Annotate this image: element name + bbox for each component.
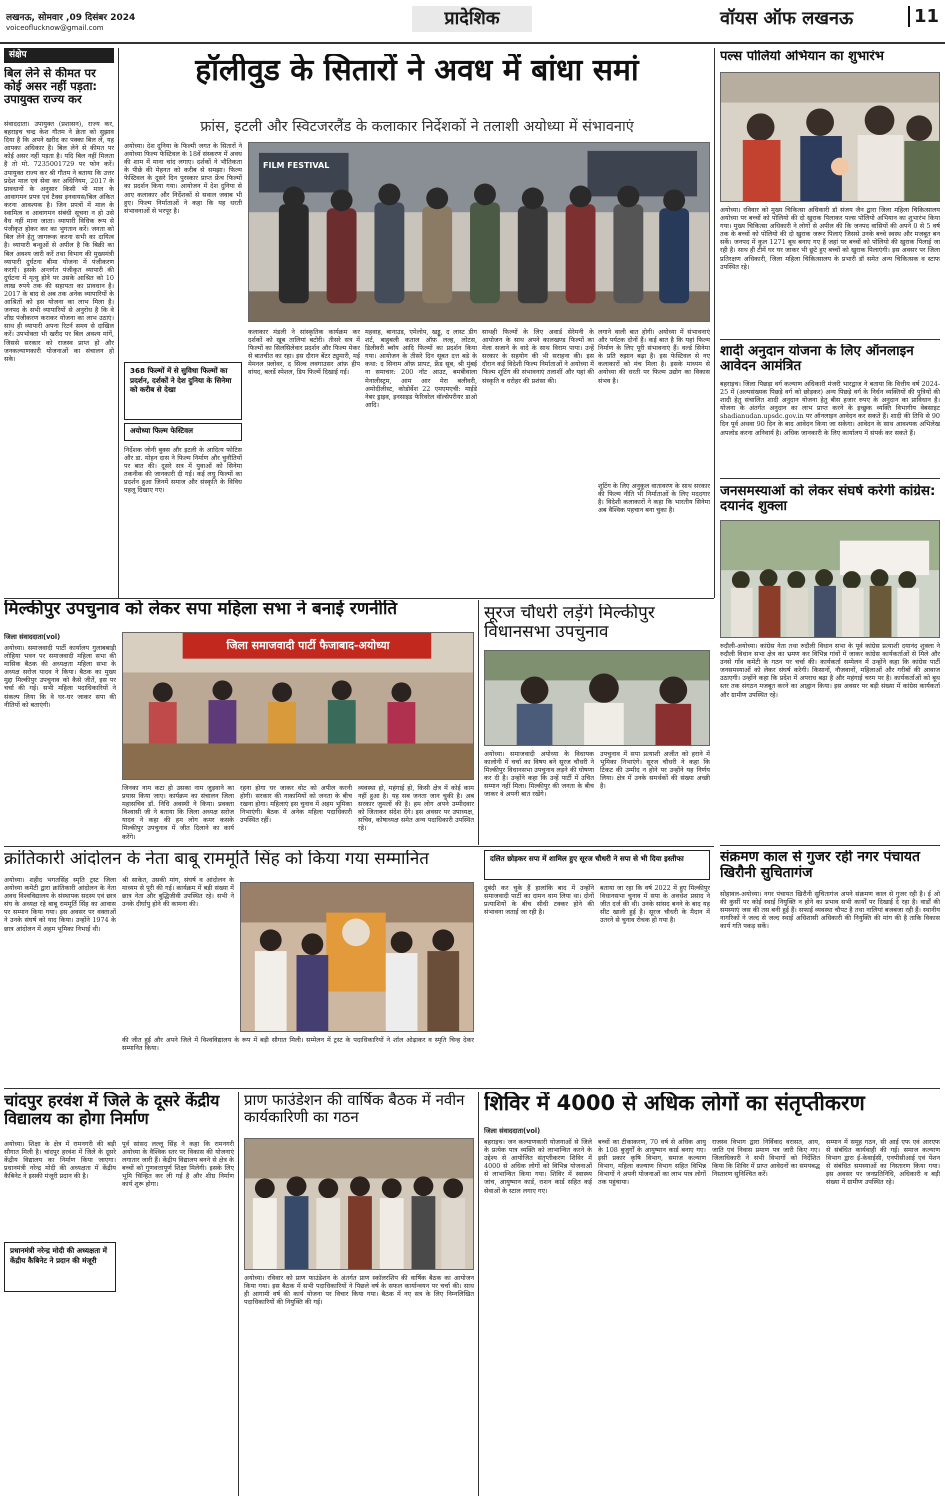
pran-headline: प्राण फाउंडेशन की वार्षिक बैठक में नवीन कार्यकारिणी का गठन [244,1092,465,1126]
lead-body-2: निर्देशक जोनी बुक्स और इटली के आदित्य फोटिस और डा. मोहन दास ने फिल्म निर्माण और चुनौतियों पर बात की। दूसरे सत्र में युवाओं को सिनेमा तकनीक की जानकारी दी गई। कई लघु फिल्मों का प्रदर्शन हुआ जिनमें समाज और संस्कृति के विविध पहलू दिखाए गए। [124,446,242,495]
suraj-headline: सूरज चौधरी लड़ेंगे मिल्कीपुर विधानसभा उपचुनाव [484,604,655,643]
lead-body-5: साथही फिल्मों के लिए अवार्ड सेरेमनी के आयोजन के साथ अपने कालखण्ड फिल्मों का मेला सजाने के वादे के साथ विराम पाया। उन्हें सरकार के सहयोग की भी सराहना की। इस दौरान कई विदेशी फिल्म निर्माताओं ने अयोध्या में फिल्म शूटिंग की संभावनाएं तलाशीं और यहां की संस्कृति व धरोहर की प्रशंसा की। [482,328,594,385]
lead-quote-text: 368 फिल्मों में से सुविधा फिल्मों का प्रदर्शन, दर्शकों ने देश दुनिया के सिनेमा को करीब से देखा [130,366,232,394]
right-col-rule [714,48,715,598]
milkipur-sapa-dateline: जिला संवाददाता(vol) [4,633,61,641]
congress-photo [720,520,940,638]
milkipur-sapa-body-2: जिनका नाम कटा हो उसका नाम जुड़वाने का प्रयास किया जाए। कार्यक्रम का संचालन जिला महासचिव डॉ. निधि अवस्थी ने किया। प्रवक्ता विश्वासी जी ने बताया कि जिला अध्यक्ष सरोज यादव ने कहा की हम लोग कमर कसके मिल्कीपुर उपचुनाव में जीत दिलाने का कार्य करेंगे। [122,784,234,841]
babu-headline: क्रांतिकारी आंदोलन के नेता बाबू राममूर्ति सिंह को किया गया सम्मानित [4,850,429,869]
lead-quote [124,362,242,420]
babu-top-rule [4,846,714,847]
lead-quote-2 [124,423,242,441]
suraj-body-4: बताया जा रहा कि वर्ष 2022 में हुए मिल्कीपुर विधानसभा चुनाव में सपा के अवधेश प्रसाद ने जीत दर्ज की थी। उनके सांसद बनने के बाद यह सीट खाली हुई है। सूरज चौधरी के मैदान में उतरने से चुनाव रोचक हो गया है। [600,884,710,925]
chandpur-body-2: पूर्व सांसद लल्लू सिंह ने कहा कि रामनगरी अयोध्या के वैश्विक स्तर पर विकास की योजनाएं लगातार जारी हैं। केंद्रीय विद्यालय बनने से क्षेत्र के बच्चों को गुणवत्तापूर्ण शिक्षा मिलेगी। इसके लिए भूमि चिन्हित कर ली गई है और शीघ्र निर्माण कार्य शुरू होगा। [122,1140,234,1189]
babu-body-3: की जीत हुई और अपने जिले में विश्वविद्यालय के रूप में बड़ी सौगात मिली। सम्मेलन में ट्रस्ट के पदाधिकारियों ने शॉल ओढ़ाकर व स्मृति चिन्ह देकर सम्मानित किया। [122,1036,474,1053]
sankshep-label: संक्षेप [4,48,114,63]
congress-headline: जनसमस्याओं को लेकर संघर्ष करेगी कांग्रेस: दयानंद शुक्ला [720,484,936,515]
polio-photo [720,72,940,202]
lead-body-6: लगाने वाली बात होगी। अयोध्या में संभावनाएं और पर्यटक दोनों हैं। कई बात है कि यहां फिल्म निर्माण के लिए पूरी संभावनाएं हैं। वर्ल्ड सिनेमा के प्रति रुझान बढ़ा है। इस फेस्टिवल से नए कलाकारों को मंच मिला है। इसके माध्यम से अयोध्या की धरती पर फिल्म उद्योग का विकास संभव है। [598,328,710,385]
polio-body: अयोध्या। रविवार को मुख्य चिकित्सा अधिकारी डॉ संजय जैन द्वारा जिला महिला चिकित्सालय अयोध्या पर बच्चों को पोलियो की दो खुराक पिलाकर पल्स पोलियो अभियान का शुभारंभ किया गया। मुख्य चिकित्सा अधिकारी ने लोगों से अपील की कि जनपद वासियों की अपने 0 से 5 वर्ष तक के बच्चों को पोलियो की दो खुराक जरूर पिलाएं जिससे उनके बच्चे स्वस्थ और मजबूत बन सकें। जनपद में कुल 1271 बूथ बनाए गए हैं जहां पर बच्चों को पोलियो की खुराक पिलाई जा रही है। साथ ही टीमें घर घर जाकर भी छूटे हुए बच्चों को खुराक पिलाएंगी। इस अवसर पर जिला प्रतिरक्षण अधिकारी, जिला महिला चिकित्सालय के प्रभारी डॉ समेत अन्य चिकित्सक व स्टाफ उपस्थित रहे। [720,206,940,271]
bottom-rule [4,1088,940,1089]
sapa-suraj-rule [478,600,479,845]
shivir-body-2: बच्चों का टीकाकरण, 70 वर्ष से अधिक आयु के 108 बुजुर्गों के आयुष्मान कार्ड बनाए गए। इसी प्रकार कृषि विभाग, समाज कल्याण विभाग, महिला कल्याण विभाग सहित विभिन्न विभागों ने अपनी योजनाओं का लाभ पात्र लोगों तक पहुंचाया। [598,1138,706,1187]
milkipur-sapa-body-3: रहना होगा घर जाकर वोट को अपील करनी होगी। सरकार की नाकामियों को जनता के बीच रखना होगा। महिलाएं इस चुनाव में अहम भूमिका निभाएंगी। बैठक में अनेक महिला पदाधिकारी उपस्थित रहीं। [240,784,352,825]
sankraman-headline: संक्रमण काल से गुजर रही नगर पंचायत खिरौनी सुचितागंज [720,850,921,881]
shadi-body: बहराइच। जिला पिछड़ा वर्ग कल्याण अधिकारी मंजरी भारद्वाज ने बताया कि वित्तीय वर्ष 2024-25 में (अल्पसंख्यक पिछड़े वर्ग को छोड़कर) अन्य पिछड़े वर्ग के निर्धन व्यक्तियों की पुत्रियों की शादी हेतु संचालित शादी अनुदान योजना हेतु बीस हजार रुपए के अनुदान का प्राविधान है। योजना के अंतर्गत अनुदान का लाभ प्राप्त करने के इच्छुक व्यक्ति विभागीय वेबसाइट shadianudan.upsdc.gov.in पर ऑनलाइन आवेदन कर सकते हैं। शादी की तिथि से 90 दिन पूर्व अथवा 90 दिन के बाद आवेदन किया जा सकेगा। आवेदन के साथ आवश्यक अभिलेख अपलोड करना अनिवार्य है। अधिक जानकारी के लिए कार्यालय में संपर्क कर सकते हैं। [720,380,940,437]
milkipur-sapa-body-4b: व्यवस्था हो, महंगाई हो, किसी क्षेत्र में कोई काम नहीं हुआ है। यह सब जनता जान चुकी है। अब सरकार जुमलों की है। हम लोग अपने उम्मीदवार को जिताकर संदेश देंगे। इस अवसर पर उपाध्यक्ष, सचिव, कोषाध्यक्ष समेत अन्य पदाधिकारी उपस्थित रहे। [358,784,474,833]
babu-photo [240,882,474,1032]
masthead-date: लखनऊ, सोमवार ,09 दिसंबर 2024 [6,13,136,23]
masthead [0,0,945,44]
polio-headline: पल्स पोलियो अभियान का शुभारंभ [720,50,884,64]
lead-body-1: अयोध्या। देश दुनिया के फिल्मी जगत के सितारों ने अयोध्या फिल्म फेस्टिवल के 18वें संस्करण में अवध की शाम में माना चांद लगाए। दर्शकों ने भौतिकता के पीछे की मेहनत को करीब से समझा। फिल्म फेस्टिवल के दूसरे दिन पुरस्कार प्राप्त फ्रेंच फिल्मों का प्रदर्शन किया गया। आयोजन में देश दुनिया से आए कलाकार और निर्देशकों से सवाल जवाब भी हुए। फिल्म निर्माताओं ने कहा कि यह धरती संभावनाओं से भरपूर है। [124,142,242,215]
section-label: प्रादेशिक [412,6,532,32]
suraj-quote-text: दलित छोड़कर सपा में शामिल हुए सूरज चौधरी ने सपा से भी दिया इस्तीफा [490,854,684,863]
suraj-body-3: दुबंदी कर चुके हैं हालांकि बाद में उन्होंने समाजवादी पार्टी का दामन थाम लिया था। दोनों प्रत्याशियों के बीच सीधी टक्कर होने की संभावना जताई जा रही है। [484,884,594,917]
lead-body-3: कलाकार मंडली ने सांस्कृतिक कार्यक्रम कर दर्शकों को खूब तालियां बटोरी। तीसरे सत्र में फिल्मों का सिलसिलेवार प्रदर्शन और फिल्म मेकर से बातचीत का रहा। इस दौरान बेंटर ट्युमारी, मई मेमनल फ़्लोवर, द सिल्व लवगाउसर आंफ़ हीप वांयद, बलर्डे स्पेशल, डिप फिल्में दिखाई गईं। [248,328,360,377]
congress-body: रुदौली-अयोध्या। कांग्रेस नेता तथा रुदौली विधान सभा के पूर्व कांग्रेस प्रत्याशी दयानंद शुक्ला ने रुदौली विधान सभा क्षेत्र का भ्रमण कर विभिन्न गांवों में जाकर कांग्रेस कार्यकर्ताओं से मिले और उनसे गाँव कमेटी के गठन पर चर्चा की। कार्यकर्ता सम्मेलन में उन्होंने कहा कि कांग्रेस पार्टी जनसमस्याओं को लेकर संघर्ष करेगी। किसानों, नौजवानों, महिलाओं और गरीबों की आवाज उठाएगी। उन्होंने कहा कि प्रदेश में अपराध बढ़ा है और महंगाई चरम पर है। कार्यकर्ताओं को बूथ स्तर तक संगठन मजबूत करने का आह्वान किया। इस अवसर पर बड़ी संख्या में कांग्रेस कार्यकर्ता और ग्रामीण उपस्थित रहे। [720,642,940,699]
shivir-dateline: जिला संवाददाता(vol) [484,1127,541,1135]
page-number: 11 [908,6,939,27]
polio-rule [720,339,940,340]
masthead-email: voiceoflucknow@gmail.com [6,24,104,32]
left-col-rule [118,48,119,598]
milkipur-sapa-body-1: अयोध्या। समाजवादी पार्टी कार्यालय गुलाबबाड़ी लोहिया भवन पर समाजवादी महिला सभा की मासिक बैठक की अध्यक्षता महिला सभा के अध्यक्ष सरोज यादव ने किया। बैठक का मुख्य मुद्दा मिल्कीपुर उपचुनाव को कैसे जीतें, इस पर चर्चा की गई। सभी महिला पदाधिकारियों ने संकल्प लिया कि वे घर-घर जाकर सपा की नीतियों को बताएंगी। [4,644,116,709]
suraj-body-2: उपचुनाव में सपा प्रत्याशी अजीत को हराने में भूमिका निभाएंगे। सूरज चौधरी ने कहा कि टिकट की उम्मीद न होने पर उन्होंने यह निर्णय लिया। क्षेत्र में उनके समर्थकों की संख्या अच्छी है। [600,750,710,791]
babu-body-1: अयोध्या। शहीद भगतसिंह स्मृति ट्रस्ट जिला अयोध्या कमेटी द्वारा क्रांतिकारी आंदोलन के नेता अवध विश्वविद्यालय के संस्थापक सदस्य एवं छात्र संघ के अध्यक्ष रहे बाबू राममूर्ति सिंह का आवास पर सम्मान किया गया। इस अवसर पर वक्ताओं ने उनके संघर्ष को याद किया। उन्होंने 1974 के छात्र आंदोलन में अहम भूमिका निभाई थी। [4,876,116,933]
suraj-body-1: अयोध्या। समाजवादी अयोध्या के विधायक कालोनी में चर्चा का विषय बने सूरज चौधरी ने मिल्कीपुर विधानसभा उपचुनाव लड़ने की घोषणा कर दी है। उन्होंने कहा कि उन्हें पार्टी में उचित सम्मान नहीं मिला। मिल्कीपुर की जनता के बीच जाकर वे अपनी बात रखेंगे। [484,750,594,799]
lead-subhead: फ्रांस, इटली और स्विटजरलैंड के कलाकार निर्देशकों ने तलाशी अयोध्या में संभावनाएं [200,119,634,135]
milkipur-sapa-headline: मिल्कीपुर उपचुनाव को लेकर सपा महिला सभा ने बनाई रणनीति [4,600,398,619]
shivir-headline: शिविर में 4000 से अधिक लोगों का संतृप्तीकरण [484,1092,865,1115]
paper-name: वॉयस ऑफ लखनऊ [720,8,854,29]
shadi-rule [720,478,940,479]
shivir-body-3: राजस्व विभाग द्वारा निर्विवाद वरासत, आय, जाति एवं निवास प्रमाण पत्र जारी किए गए। जिलाधिकारी ने सभी विभागों को निर्देशित किया कि शिविर में प्राप्त आवेदनों का समयबद्ध निस्तारण सुनिश्चित करें। [712,1138,820,1179]
pran-shivir-rule [478,1092,479,1496]
lead-quote-2-text: अयोध्या फिल्म फेस्टिवल [130,426,194,435]
chandpur-body-1: अयोध्या। शिक्षा के क्षेत्र में रामनगरी की बड़ी सौगात मिली है। चांदपुर हरवंश में जिले के दूसरे केंद्रीय विद्यालय का निर्माण किया जाएगा। प्रधानमंत्री नरेन्द्र मोदी की अध्यक्षता में केंद्रीय कैबिनेट ने इसकी मंजूरी प्रदान की है। [4,1140,116,1181]
sankshep-headline: बिल लेने से कीमत पर कोई असर नहीं पड़ता: उपायुक्त राज्य कर [4,67,98,106]
sankshep-body: संवाददाता। उपायुक्त (प्रशासन), राज्य कर, बहराइच चन्द्र केश गौतम ने क्रेता को सुझाव दिया है कि अपने खरीद का पक्का बिल लें, यह आपका अधिकार है। बिल लेने से कीमत पर कोई असर नहीं पड़ता है। यदि बिल नहीं मिलता है तो मो. 7235001729 पर फोन करें। उपायुक्त राज्य कर श्री गौतम ने बताया कि उत्तर प्रदेश माल एवं सेवा कर अधिनियम, 2017 के प्रावधानों के अनुसार किसी भी माल के आवागमन प्रपत्र एवं टैक्स इनवायस/बिल अंकित करना आवश्यक है। जिन प्रपत्रों में माल के स्वामित्व व आवागमन संबंधी सूचना न हो उसे वैध नहीं माना जाता। व्यापारी विधिक रूप से पंजीकृत होकर कर का भुगतान करें। जनता को बिल लेने हेतु जागरूक करना सभी का दायित्व है। व्यापारी बन्धुओं से अपील है कि बिक्री का बिल अवश्य जारी करें तथा विभाग की मुख्यमंत्री व्यापारी दुर्घटना बीमा योजना में पंजीकरण कराएँ। इसके अन्तर्गत पंजीकृत व्यापारी की दुर्घटना में मृत्यु होने पर उसके आश्रित को 10 लाख रुपये तक की सहायता का प्रावधान है। 2017 के बाद से अब तक अनेक व्यापारियों के आश्रितों को इस योजना का लाभ मिला है। जनपद के सभी व्यापारियों से अनुरोध है कि वे शीघ्र पंजीकरण कराकर योजना का लाभ उठाएं। साथ ही व्यापारी अपना रिटर्न समय से दाखिल करें। उपभोक्ता भी खरीद पर बिल अवश्य मांगें, जिससे सरकार को राजस्व प्राप्त हो और जनकल्याणकारी योजनाओं का संचालन हो सके। [4,120,114,363]
babu-body-2: श्री साकेत, उसकी मांग, संघर्ष व आंदोलन के माध्यम से पूरी की गई। कार्यक्रम में बड़ी संख्या में छात्र नेता और बुद्धिजीवी उपस्थित रहे। सभी ने उनके दीर्घायु होने की कामना की। [122,876,234,909]
chandpur-quote [4,1242,116,1292]
suraj-quote [484,850,710,880]
congress-rule [720,845,940,846]
shadi-headline: शादी अनुदान योजना के लिए ऑनलाइन आवेदन आमंत्रित [720,344,914,375]
chandpur-headline: चांदपुर हरवंश में जिले के दूसरे केंद्रीय विद्यालय का होगा निर्माण [4,1092,220,1128]
chandpur-pran-rule [238,1092,239,1496]
pran-body: अयोध्या। रविवार को प्राण फाउंडेशन के अंतर्गत प्राण स्कॉलरशिप की वार्षिक बैठक का आयोजन किया गया। इस बैठक में सभी पदाधिकारियों ने पिछले वर्ष के सफल कार्यान्वयन पर चर्चा की। साथ ही आगामी वर्ष की कार्य योजना पर विचार किया गया। बैठक में नए सत्र के लिए निम्नलिखित पदाधिकारियों की नियुक्ति की गई। [244,1274,474,1307]
masthead-rule [0,42,945,44]
suraj-photo [484,650,710,746]
milkipur-sapa-photo [122,632,474,780]
chandpur-quote-text: प्रधानमंत्री नरेन्द्र मोदी की अध्यक्षता में केंद्रीय कैबिनेट ने प्रदान की मंजूरी [10,1246,107,1265]
shivir-body-1: बहराइच। जन कल्याणकारी योजनाओं से जिले के प्रत्येक पात्र व्यक्ति को लाभान्वित करने के उद्देश्य से आयोजित संतृप्तीकरण शिविर में 4000 से अधिक लोगों को विभिन्न योजनाओं से लाभान्वित किया गया। शिविर में स्वास्थ्य जांच, आयुष्मान कार्ड, राशन कार्ड सहित कई सेवाओं के स्टाल लगाए गए। [484,1138,592,1195]
sankraman-body: सोहावल-अयोध्या। नगर पंचायत खिरौनी सुचितागंज अपने संक्रमण काल से गुजर रही है। ई ओ की कुर्सी पर कोई स्थाई नियुक्ति न होने का प्रभाव सभी कार्यों पर दिखाई दे रहा है। वार्डों की समस्याएं जस की तस बनी हुई हैं। सफाई व्यवस्था चौपट है तथा नालियां बजबजा रही हैं। स्थानीय नागरिकों ने जल्द से जल्द स्थाई अधिशासी अधिकारी की नियुक्ति की मांग की है ताकि विकास कार्य गति पकड़ सकें। [720,890,940,931]
lead-photo-banner: FILM FESTIVAL [263,161,330,170]
shivir-body-4: सम्मान में समूह गठन, सी आई एफ एवं आरएफ से संबंधित कार्यवाही की गई। समाज कल्याण विभाग द्वारा ई-केवाईसी, एनपीसीआई एवं पेंशन से संबंधित समस्याओं का निस्तारण किया गया। इस अवसर पर जनप्रतिनिधि, अधिकारी व बड़ी संख्या में ग्रामीण उपस्थित रहे। [826,1138,940,1187]
pran-photo [244,1138,474,1270]
mid-rule [4,598,714,599]
milkipur-sapa-banner: जिला समाजवादी पार्टी फैजाबाद-अयोध्या [226,639,390,652]
lead-body-7: शूटिंग के लिए अनुकूल वातावरण के साथ सरकार की फिल्म नीति भी निर्माताओं के लिए मददगार है। विदेशी कलाकारों ने कहा कि भारतीय सिनेमा अब वैश्विक पहचान बना चुका है। [598,482,710,515]
lead-body-4: महवाह, बानाउड, एमेलोप, खड्डू, द लास्ट डीग शर्ट, बाहुबली कताल ऑफ़ लल्ह, लोटस, डिलीवरी ब्वॉय आदि फिल्मों का प्रदर्शन किया गया। आयोजन के तीसरे दिन सूबत दत्त बडे के कथा: द सिनाम ऑफ़ प्रापट, फ्रेंड सूब, श्री मुंबई ना समाचार: 200 नॉट आउट, बमबीवाला मेनालीस्ट्रम, आम आर मेरा बलीवरी, अमोदीलीस्ट, कोडोर्वेश 22 एमएमएची: माईडे नेबर ड्राइव, इनसाइड फेरिवरेल वॉल्सेपरीयर डाओ आदि। [365,328,477,409]
lead-photo [248,142,710,322]
lead-headline: हॉलीवुड के सितारों ने अवध में बांधा समां [195,54,639,88]
